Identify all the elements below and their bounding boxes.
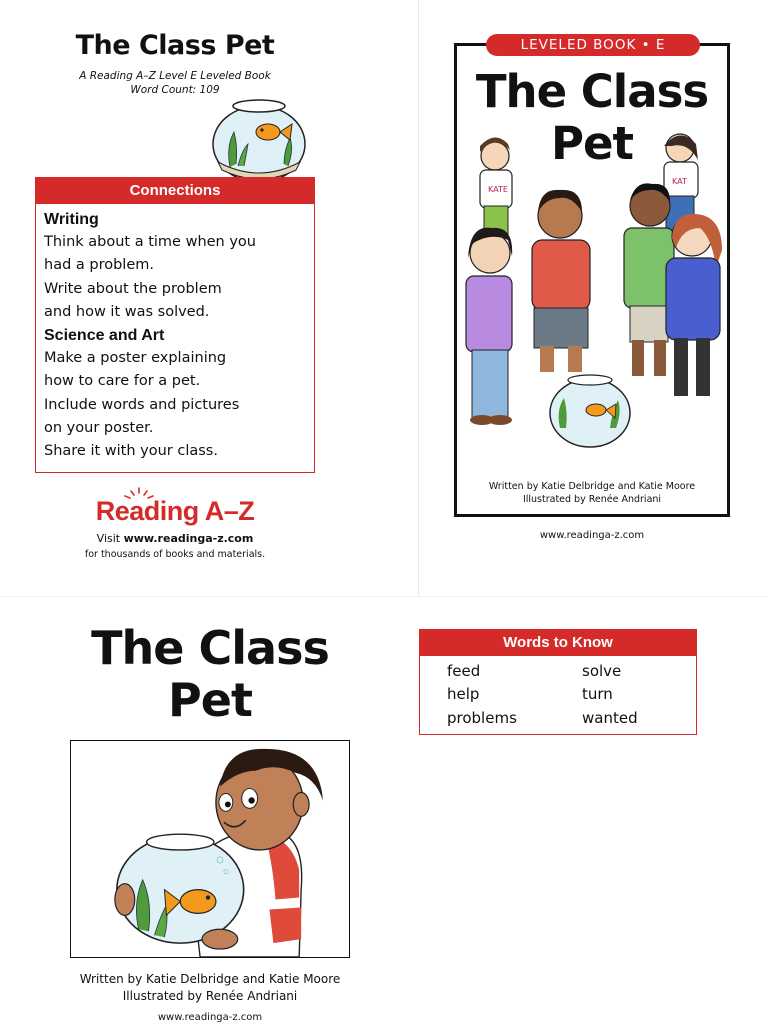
writing-line: Think about a time when you [44, 234, 256, 251]
words-to-know-box [419, 629, 697, 735]
title-line-2: Pet [168, 673, 252, 727]
vocab-word: feed [447, 662, 481, 680]
author-line: Written by Katie Delbridge and Katie Moore [79, 972, 341, 986]
connections-body [44, 208, 308, 463]
author-line: Written by Katie Delbridge and Katie Moore [488, 481, 696, 492]
connections-heading: Connections [36, 178, 314, 204]
vocab-word: solve [582, 662, 622, 680]
visit-line [0, 531, 350, 563]
words-to-know-heading: Words to Know [420, 630, 696, 656]
children-illustration [460, 128, 725, 463]
vocab-word: wanted [582, 708, 638, 727]
level-line: A Reading A–Z Level E Leveled Book [79, 70, 271, 82]
fishbowl-illustration [208, 92, 310, 184]
science-line: Make a poster explaining [44, 350, 227, 367]
word-count: Word Count: 109 [130, 84, 220, 96]
vocab-word: turn [582, 685, 613, 704]
title-line-1: The Class [91, 621, 329, 675]
reading-az-logo: Reading A–Z [95, 496, 255, 526]
title-page-url[interactable]: www.readinga-z.com [157, 1012, 263, 1023]
science-line: how to care for a pet. [44, 373, 201, 390]
visit-prefix: Visit [96, 532, 124, 545]
writing-line: had a problem. [44, 257, 154, 274]
writing-line: Write about the problem [44, 280, 222, 297]
leveled-book-banner: LEVELED BOOK • E [486, 34, 700, 56]
title-page-credits [60, 971, 360, 1004]
visit-url[interactable]: www.readinga-z.com [123, 532, 254, 545]
title-page-title [60, 622, 360, 726]
name-tag-kate: KATE [488, 185, 508, 194]
connections-box [35, 177, 315, 473]
science-line: Share it with your class. [44, 443, 218, 460]
name-tag-kat: KAT [672, 177, 687, 186]
page-divider-horizontal [0, 596, 768, 597]
section-heading-writing: Writing [44, 211, 99, 228]
boy-with-fishbowl-illustration [70, 740, 350, 958]
section-heading-science-art: Science and Art [44, 327, 165, 345]
visit-tail: for thousands of books and materials. [84, 549, 266, 560]
front-cover-url[interactable]: www.readinga-z.com [539, 530, 645, 541]
title-line-1: The Class [475, 65, 709, 118]
vocab-word: problems [447, 708, 517, 727]
science-line: on your poster. [44, 419, 154, 436]
writing-line: and how it was solved. [44, 303, 210, 320]
vocab-word: help [447, 685, 480, 704]
front-cover-credits [454, 480, 730, 506]
words-column-1 [447, 660, 517, 730]
science-line: Include words and pictures [44, 396, 240, 413]
illustrator-line: Illustrated by Renée Andriani [122, 988, 298, 1003]
page-divider-vertical [418, 0, 419, 595]
words-column-2 [582, 660, 638, 730]
back-cover-title: The Class Pet [75, 30, 275, 61]
illustrator-line: Illustrated by Renée Andriani [522, 494, 662, 505]
title-line-2: Pet [550, 117, 633, 170]
